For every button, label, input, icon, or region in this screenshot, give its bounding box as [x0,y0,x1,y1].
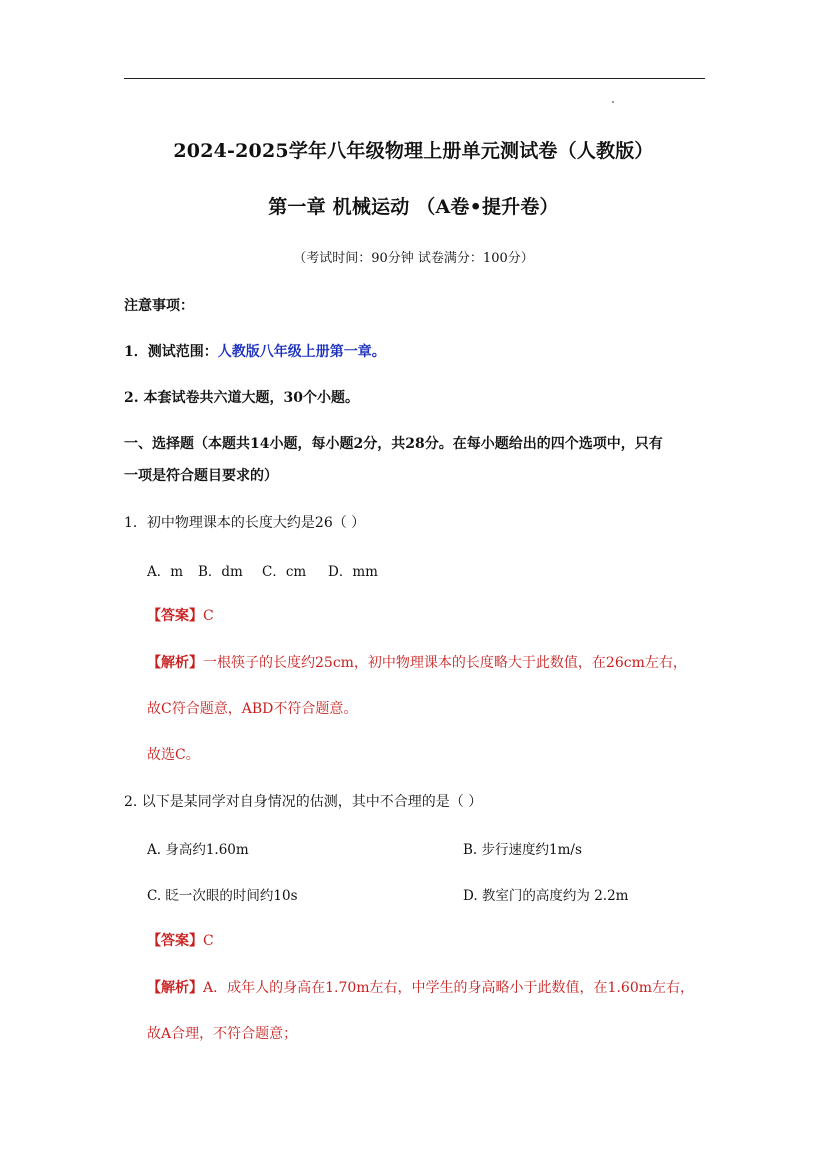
question-1-option-b: B．dm [198,564,243,580]
question-2-analysis-line1 [147,977,694,997]
page-subtitle: 第一章 机械运动 （A卷•提升卷） [268,196,559,218]
question-1-answer [147,605,214,625]
question-2-option-c: C. 眨一次眼的时间约10s [147,888,298,904]
answer-value: C [203,933,214,949]
notes-item-1-prefix: 1．测试范围： [124,344,218,360]
notes-item-1 [124,341,386,361]
question-2-answer [147,930,214,950]
section1-heading-line1: 一、选择题（本题共14小题，每小题2分，共28分。在每小题给出的四个选项中，只有 [124,436,663,452]
analysis-label: 【解析】 [147,980,203,996]
header-rule [124,78,705,79]
notes-heading: 注意事项： [124,298,194,314]
answer-label: 【答案】 [147,933,203,949]
analysis-label: 【解析】 [147,655,203,671]
question-2-option-b: B. 步行速度约1m/s [463,842,582,858]
notes-item-2: 2. 本套试卷共六道大题，30个小题。 [124,390,359,406]
analysis-text: A．成年人的身高在1.70m左右，中学生的身高略小于此数值，在1.60m左右， [203,980,695,996]
question-1-analysis-line3: 故选C。 [147,747,200,763]
answer-value: C [203,608,214,624]
question-1-option-c: C．cm [262,564,307,580]
question-2-option-a: A. 身高约1.60m [147,842,249,858]
section1-heading-line2: 一项是符合题目要求的） [124,468,278,484]
question-2-analysis-line2: 故A合理，不符合题意； [147,1026,298,1042]
question-1-stem: 1．初中物理课本的长度大约是26（ ） [124,515,366,531]
notes-item-1-scope: 人教版八年级上册第一章。 [217,344,386,360]
question-2-stem: 2. 以下是某同学对自身情况的估测，其中不合理的是（ ） [124,794,483,810]
question-1-option-d: D．mm [328,564,378,580]
question-1-analysis-line2: 故C符合题意，ABD不符合题意。 [147,701,358,717]
question-1-option-a: A．m [147,564,184,580]
question-2-option-d: D. 教室门的高度约为 2.2m [463,888,629,904]
answer-label: 【答案】 [147,608,203,624]
analysis-text: 一根筷子的长度约25cm，初中物理课本的长度略大于此数值，在26cm左右， [203,655,687,671]
header-dot [612,101,614,103]
question-1-analysis-line1 [147,652,687,672]
page-title: 2024-2025学年八年级物理上册单元测试卷（人教版） [173,140,654,162]
exam-info: （考试时间：90分钟 试卷满分：100分） [293,251,534,266]
